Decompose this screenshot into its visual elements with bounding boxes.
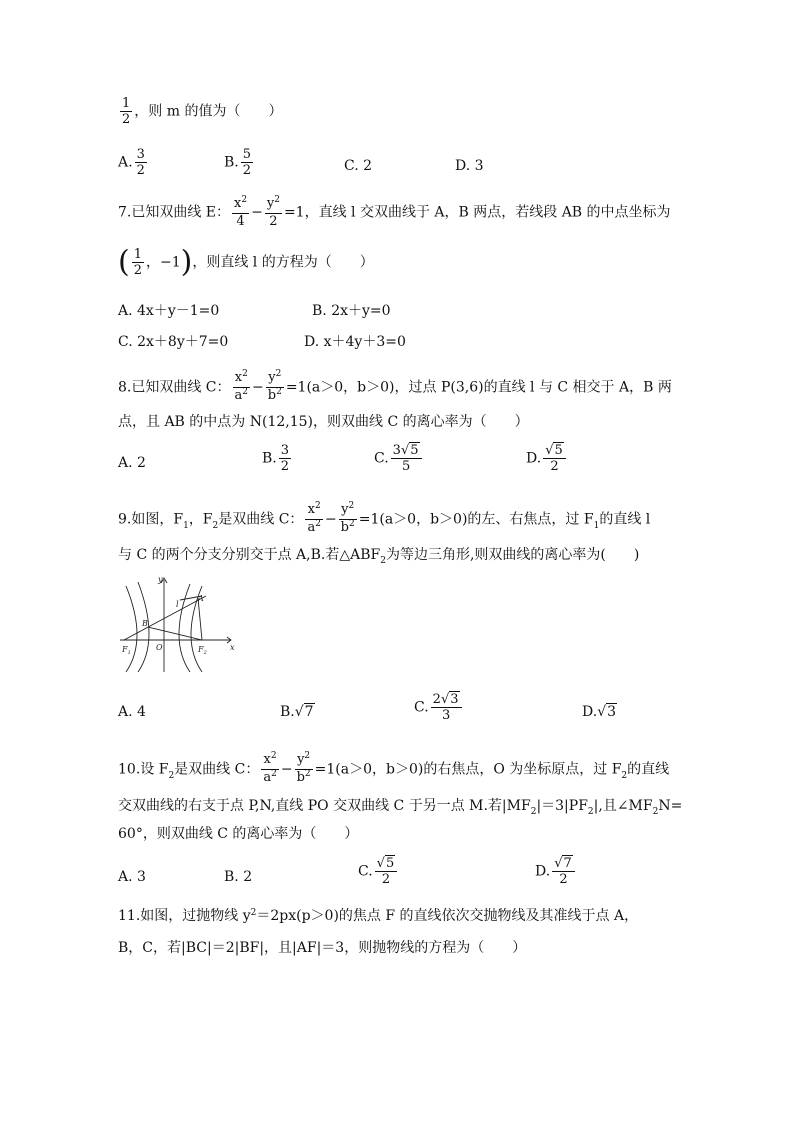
q7-option-a: A. 4x＋y－1=0 bbox=[118, 303, 220, 319]
svg-text:x: x bbox=[230, 643, 235, 652]
q6-option-c: C. 2 bbox=[344, 158, 373, 174]
q10-stem-line1: 10.设 $F_2$是双曲线 C： $\frac{x^2}{a^2}$ − $\frac{y^2}{b^2}$ =1(a＞0，b＞0)的右焦点，O 为坐标原点，过 $F_2$的直线 bbox=[118, 751, 670, 785]
svg-text:F1: $F_1$ bbox=[122, 645, 131, 656]
fraction: $\frac{1}{2}$ bbox=[122, 96, 131, 127]
svg-text:B: B bbox=[142, 619, 148, 628]
q11-stem-line1: 11.如图，过抛物线 $y^2=2px(p>0)$的焦点 F 的直线依次交抛物线及其准线于点 A， bbox=[118, 908, 639, 924]
hyperbola-figure bbox=[118, 572, 240, 676]
svg-text:A: A bbox=[198, 594, 204, 603]
q8-stem-line2: 点，且 AB 的中点为 N(12,15)，则双曲线 C 的离心率为（ ） bbox=[118, 414, 529, 430]
q10-option-a: A. 3 bbox=[118, 869, 146, 885]
q6-option-b: B. $\frac{5}{2}$ bbox=[224, 147, 252, 178]
q7-stem-line2: ( $\frac{1}{2}$ ，−1)，则直线 l 的方程为（ ） bbox=[118, 244, 374, 280]
q6-option-a: A. $\frac{3}{2}$ bbox=[118, 147, 145, 178]
q10-option-b: B. 2 bbox=[224, 869, 253, 885]
q10-stem-line3: 60°，则双曲线 C 的离心率为（ ） bbox=[118, 826, 359, 842]
q8-option-d: D. $\frac{√5}{2}$ bbox=[526, 443, 568, 474]
q9-option-c: C. $\frac{2√3}{3}$ bbox=[414, 692, 464, 723]
q6-option-d: D. 3 bbox=[455, 158, 484, 174]
q8-option-c: C. $\frac{3√5}{5}$ bbox=[374, 443, 424, 474]
svg-text:l: l bbox=[176, 600, 179, 609]
svg-text:F2: $F_2$ bbox=[198, 645, 207, 656]
q9-option-d: D.√3 bbox=[582, 704, 617, 720]
q10-option-d: D. $\frac{√7}{2}$ bbox=[535, 856, 577, 887]
q7-option-c: C. 2x＋8y＋7=0 bbox=[118, 334, 229, 350]
q8-option-a: A. 2 bbox=[118, 455, 146, 471]
q10-option-c: C. $\frac{√5}{2}$ bbox=[358, 856, 399, 887]
q6-tail: $\frac{1}{2}$ ，则 m 的值为（ ） bbox=[122, 96, 283, 127]
svg-text:y: y bbox=[158, 575, 163, 584]
q9-stem-line1: 9.如图，$F_1$，$F_2$是双曲线 C： $\frac{x^2}{a^2}$ − $\frac{y^2}{b^2}$ =1(a＞0，b＞0)的左、右焦点，过 $F_1$的直线 l bbox=[118, 501, 651, 535]
q11-stem-line2: B，C，若|BC|＝2|BF|，且|AF|＝3，则抛物线的方程为（ ） bbox=[118, 940, 527, 956]
q8-stem-line1: 8.已知双曲线 C： $\frac{x^2}{a^2}$ − $\frac{y^2}{b^2}$ =1(a＞0，b＞0)，过点 P(3,6)的直线 l 与 C 相交于 A，B 两 bbox=[118, 369, 672, 403]
q10-stem-line2: 交双曲线的右支于点 P,N,直线 PO 交双曲线 C 于另一点 M.若$|MF_2|=3|PF_2|$,且$\angle MF_2N=$ bbox=[118, 798, 683, 817]
q9-option-b: B.√7 bbox=[280, 704, 314, 720]
q9-option-a: A. 4 bbox=[118, 704, 146, 720]
q7-stem-line1: 7.已知双曲线 E： $\frac{x^2}{4}$ − $\frac{y^2}{2}$ =1，直线 l 交双曲线于 A，B 两点，若线段 AB 的中点坐标为 bbox=[118, 195, 671, 229]
q7-option-d: D. x＋4y＋3=0 bbox=[304, 334, 406, 350]
q8-option-b: B. $\frac{3}{2}$ bbox=[262, 443, 290, 474]
q9-stem-line2: 与 C 的两个分支分别交于点 A,B.若$\triangle ABF_2$为等边三角形,则双曲线的离心率为( ) bbox=[118, 547, 640, 566]
q7-option-b: B. 2x＋y=0 bbox=[312, 303, 391, 319]
svg-text:O: O bbox=[156, 643, 163, 652]
